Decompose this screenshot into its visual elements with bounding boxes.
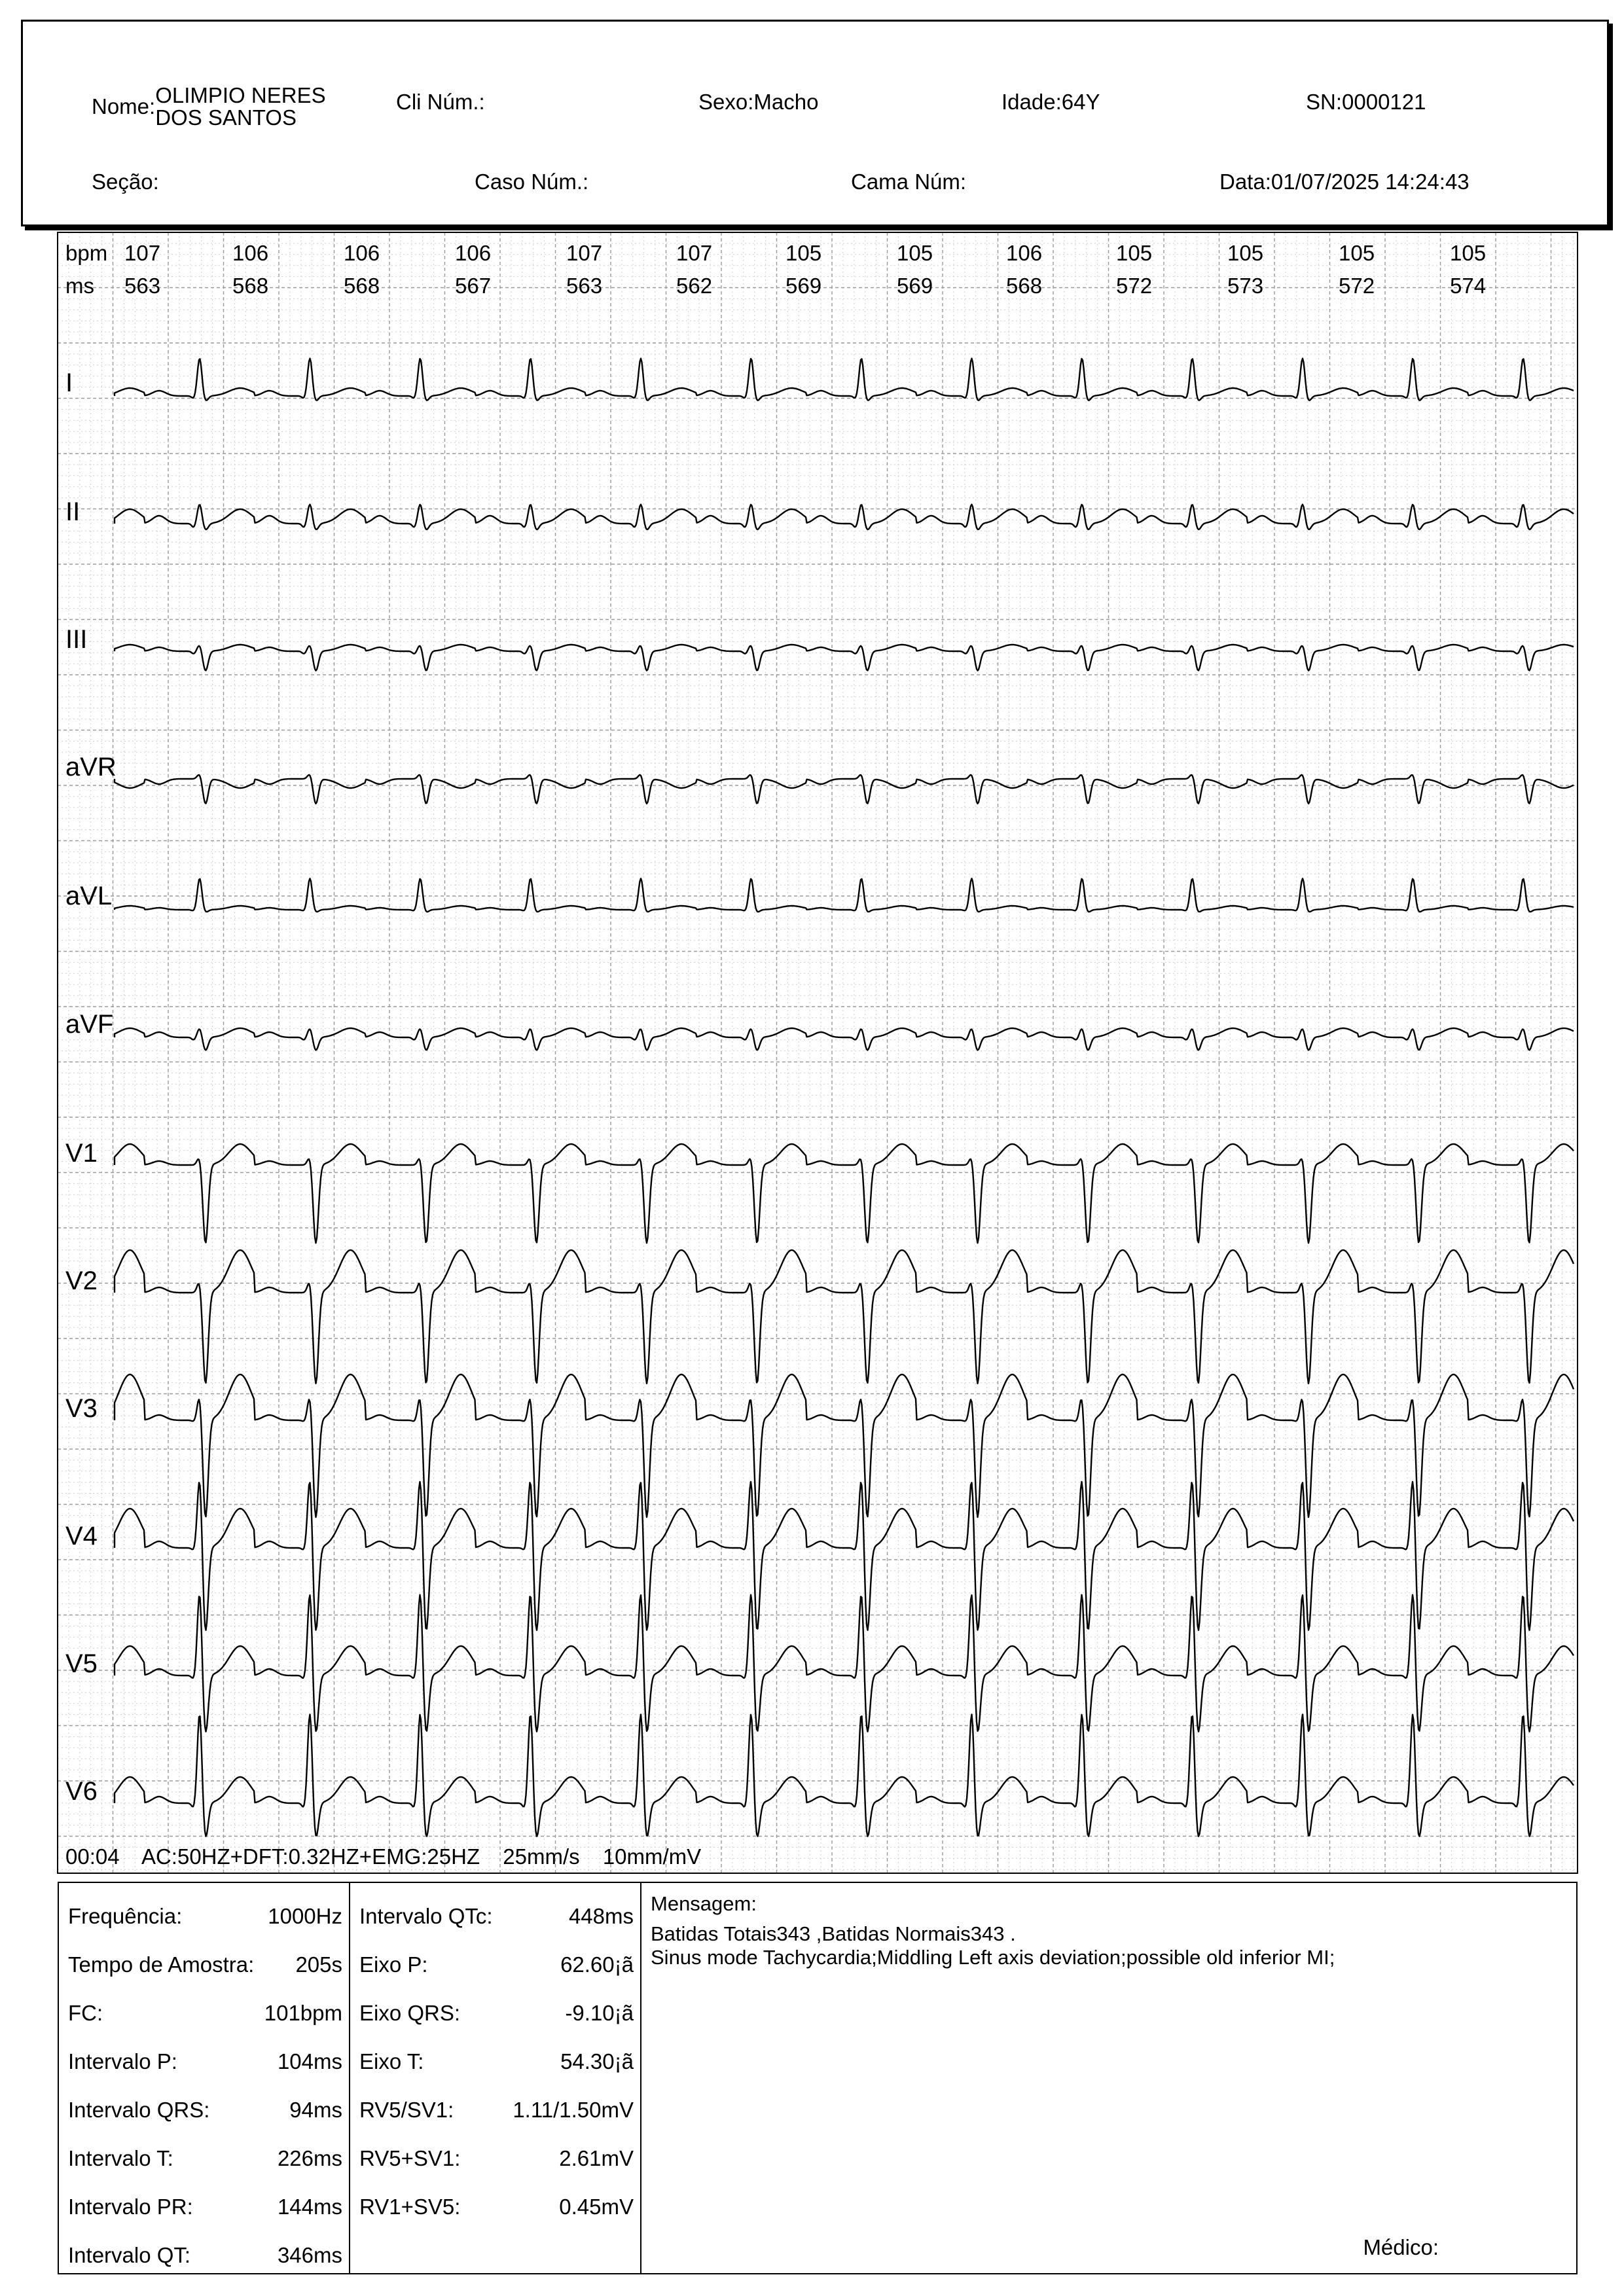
message-column xyxy=(641,1883,1576,2273)
bpm-label: bpm xyxy=(65,241,108,265)
lead-label-iii: III xyxy=(65,625,88,654)
ecg-trace-iii xyxy=(115,645,1574,671)
stat-row: RV5/SV1: 1.11/1.50mV xyxy=(359,2098,634,2122)
lead-label-ii: II xyxy=(65,497,81,526)
measurements-column-left xyxy=(59,1883,350,2273)
lead-label-avl: aVL xyxy=(65,882,113,910)
section-field: Seção: xyxy=(92,170,159,194)
case-number-field: Caso Núm.: xyxy=(475,170,589,194)
date-field: Data:01/07/2025 14:24:43 xyxy=(1219,170,1470,194)
ecg-gain: 10mm/mV xyxy=(602,1844,702,1869)
message-title: Mensagem: xyxy=(651,1892,757,1915)
ecg-trace-avf xyxy=(115,1028,1574,1050)
stat-row: Intervalo QT: 346ms xyxy=(68,2243,342,2267)
lead-label-v5: V5 xyxy=(65,1649,98,1678)
lead-label-i: I xyxy=(65,368,73,397)
ecg-filter: AC:50HZ+DFT:0.32HZ+EMG:25HZ xyxy=(141,1844,480,1869)
ecg-trace-v2 xyxy=(115,1250,1574,1384)
serial-number-field: SN:0000121 xyxy=(1306,90,1426,114)
rr-interval-value: 562 xyxy=(676,274,713,298)
ms-label: ms xyxy=(65,274,94,298)
stat-row: Intervalo QRS: 94ms xyxy=(68,2098,342,2122)
bed-number-field: Cama Núm: xyxy=(851,170,967,194)
ecg-settings-line xyxy=(65,1844,718,1869)
bpm-value: 105 xyxy=(1339,241,1375,265)
rr-interval-value: 567 xyxy=(455,274,492,298)
stat-row: RV1+SV5: 0.45mV xyxy=(359,2195,634,2219)
measurements-panel xyxy=(58,1882,1578,2274)
grid-border xyxy=(58,232,1578,1873)
bpm-value: 106 xyxy=(344,241,380,265)
lead-label-v2: V2 xyxy=(65,1266,98,1295)
message-beat-count: Batidas Totais343 ,Batidas Normais343 . xyxy=(651,1922,1016,1945)
sex-field: Sexo:Macho xyxy=(698,90,819,114)
lead-label-avf: aVF xyxy=(65,1010,114,1039)
cli-number-field: Cli Núm.: xyxy=(396,90,485,114)
stat-row: Eixo QRS: -9.10¡ã xyxy=(359,2001,634,2025)
bpm-value: 105 xyxy=(1450,241,1487,265)
bpm-value: 106 xyxy=(232,241,269,265)
bpm-value: 105 xyxy=(897,241,933,265)
ecg-speed: 25mm/s xyxy=(503,1844,580,1869)
bpm-value: 106 xyxy=(455,241,492,265)
rr-interval-value: 568 xyxy=(344,274,380,298)
rr-interval-value: 568 xyxy=(1006,274,1043,298)
ecg-trace-avr xyxy=(115,775,1574,804)
rr-interval-value: 568 xyxy=(232,274,269,298)
stat-row: Intervalo P: 104ms xyxy=(68,2049,342,2073)
stat-row: Intervalo PR: 144ms xyxy=(68,2195,342,2219)
rr-interval-value: 569 xyxy=(897,274,933,298)
lead-label-avr: aVR xyxy=(65,753,117,781)
lead-label-v1: V1 xyxy=(65,1139,98,1168)
bpm-value: 107 xyxy=(124,241,161,265)
message-interpretation: Sinus mode Tachycardia;Middling Left axis deviation;possible old inferior MI; xyxy=(651,1946,1335,1969)
grid-minor-lines xyxy=(58,232,1578,1873)
lead-label-v3: V3 xyxy=(65,1394,98,1423)
doctor-signature-label: Médico: xyxy=(1363,2235,1439,2259)
rr-interval-value: 563 xyxy=(566,274,603,298)
stat-row: FC: 101bpm xyxy=(68,2001,342,2025)
stat-row: RV5+SV1: 2.61mV xyxy=(359,2146,634,2170)
stat-row: Frequência: 1000Hz xyxy=(68,1904,342,1928)
bpm-value: 105 xyxy=(1227,241,1264,265)
rr-interval-value: 563 xyxy=(124,274,161,298)
ecg-trace-v6 xyxy=(115,1714,1574,1836)
rr-interval-value: 573 xyxy=(1227,274,1264,298)
ecg-trace-v3 xyxy=(115,1374,1574,1517)
grid-major-lines xyxy=(58,232,1578,1873)
stat-row: Eixo T: 54.30¡ã xyxy=(359,2049,634,2073)
bpm-value: 107 xyxy=(566,241,603,265)
rr-interval-value: 572 xyxy=(1116,274,1153,298)
bpm-value: 106 xyxy=(1006,241,1043,265)
name-line-1: OLIMPIO NERES xyxy=(155,83,326,107)
rr-interval-value: 574 xyxy=(1450,274,1487,298)
bpm-value: 105 xyxy=(1116,241,1153,265)
age-field: Idade:64Y xyxy=(1001,90,1100,114)
ecg-trace-ii xyxy=(115,505,1574,529)
rr-interval-value: 572 xyxy=(1339,274,1375,298)
stat-row: Tempo de Amostra: 205s xyxy=(68,1952,342,1977)
lead-label-v6: V6 xyxy=(65,1777,98,1806)
measurements-column-middle xyxy=(350,1883,641,2273)
rr-interval-value: 569 xyxy=(785,274,822,298)
stat-row: Intervalo QTc: 448ms xyxy=(359,1904,634,1928)
bpm-value: 107 xyxy=(676,241,713,265)
stat-row: Eixo P: 62.60¡ã xyxy=(359,1952,634,1977)
name-line-2: DOS SANTOS xyxy=(155,105,297,130)
name-label: Nome: xyxy=(92,94,156,118)
bpm-value: 105 xyxy=(785,241,822,265)
ecg-time: 00:04 xyxy=(65,1844,120,1869)
lead-label-v4: V4 xyxy=(65,1522,98,1551)
stat-row: Intervalo T: 226ms xyxy=(68,2146,342,2170)
